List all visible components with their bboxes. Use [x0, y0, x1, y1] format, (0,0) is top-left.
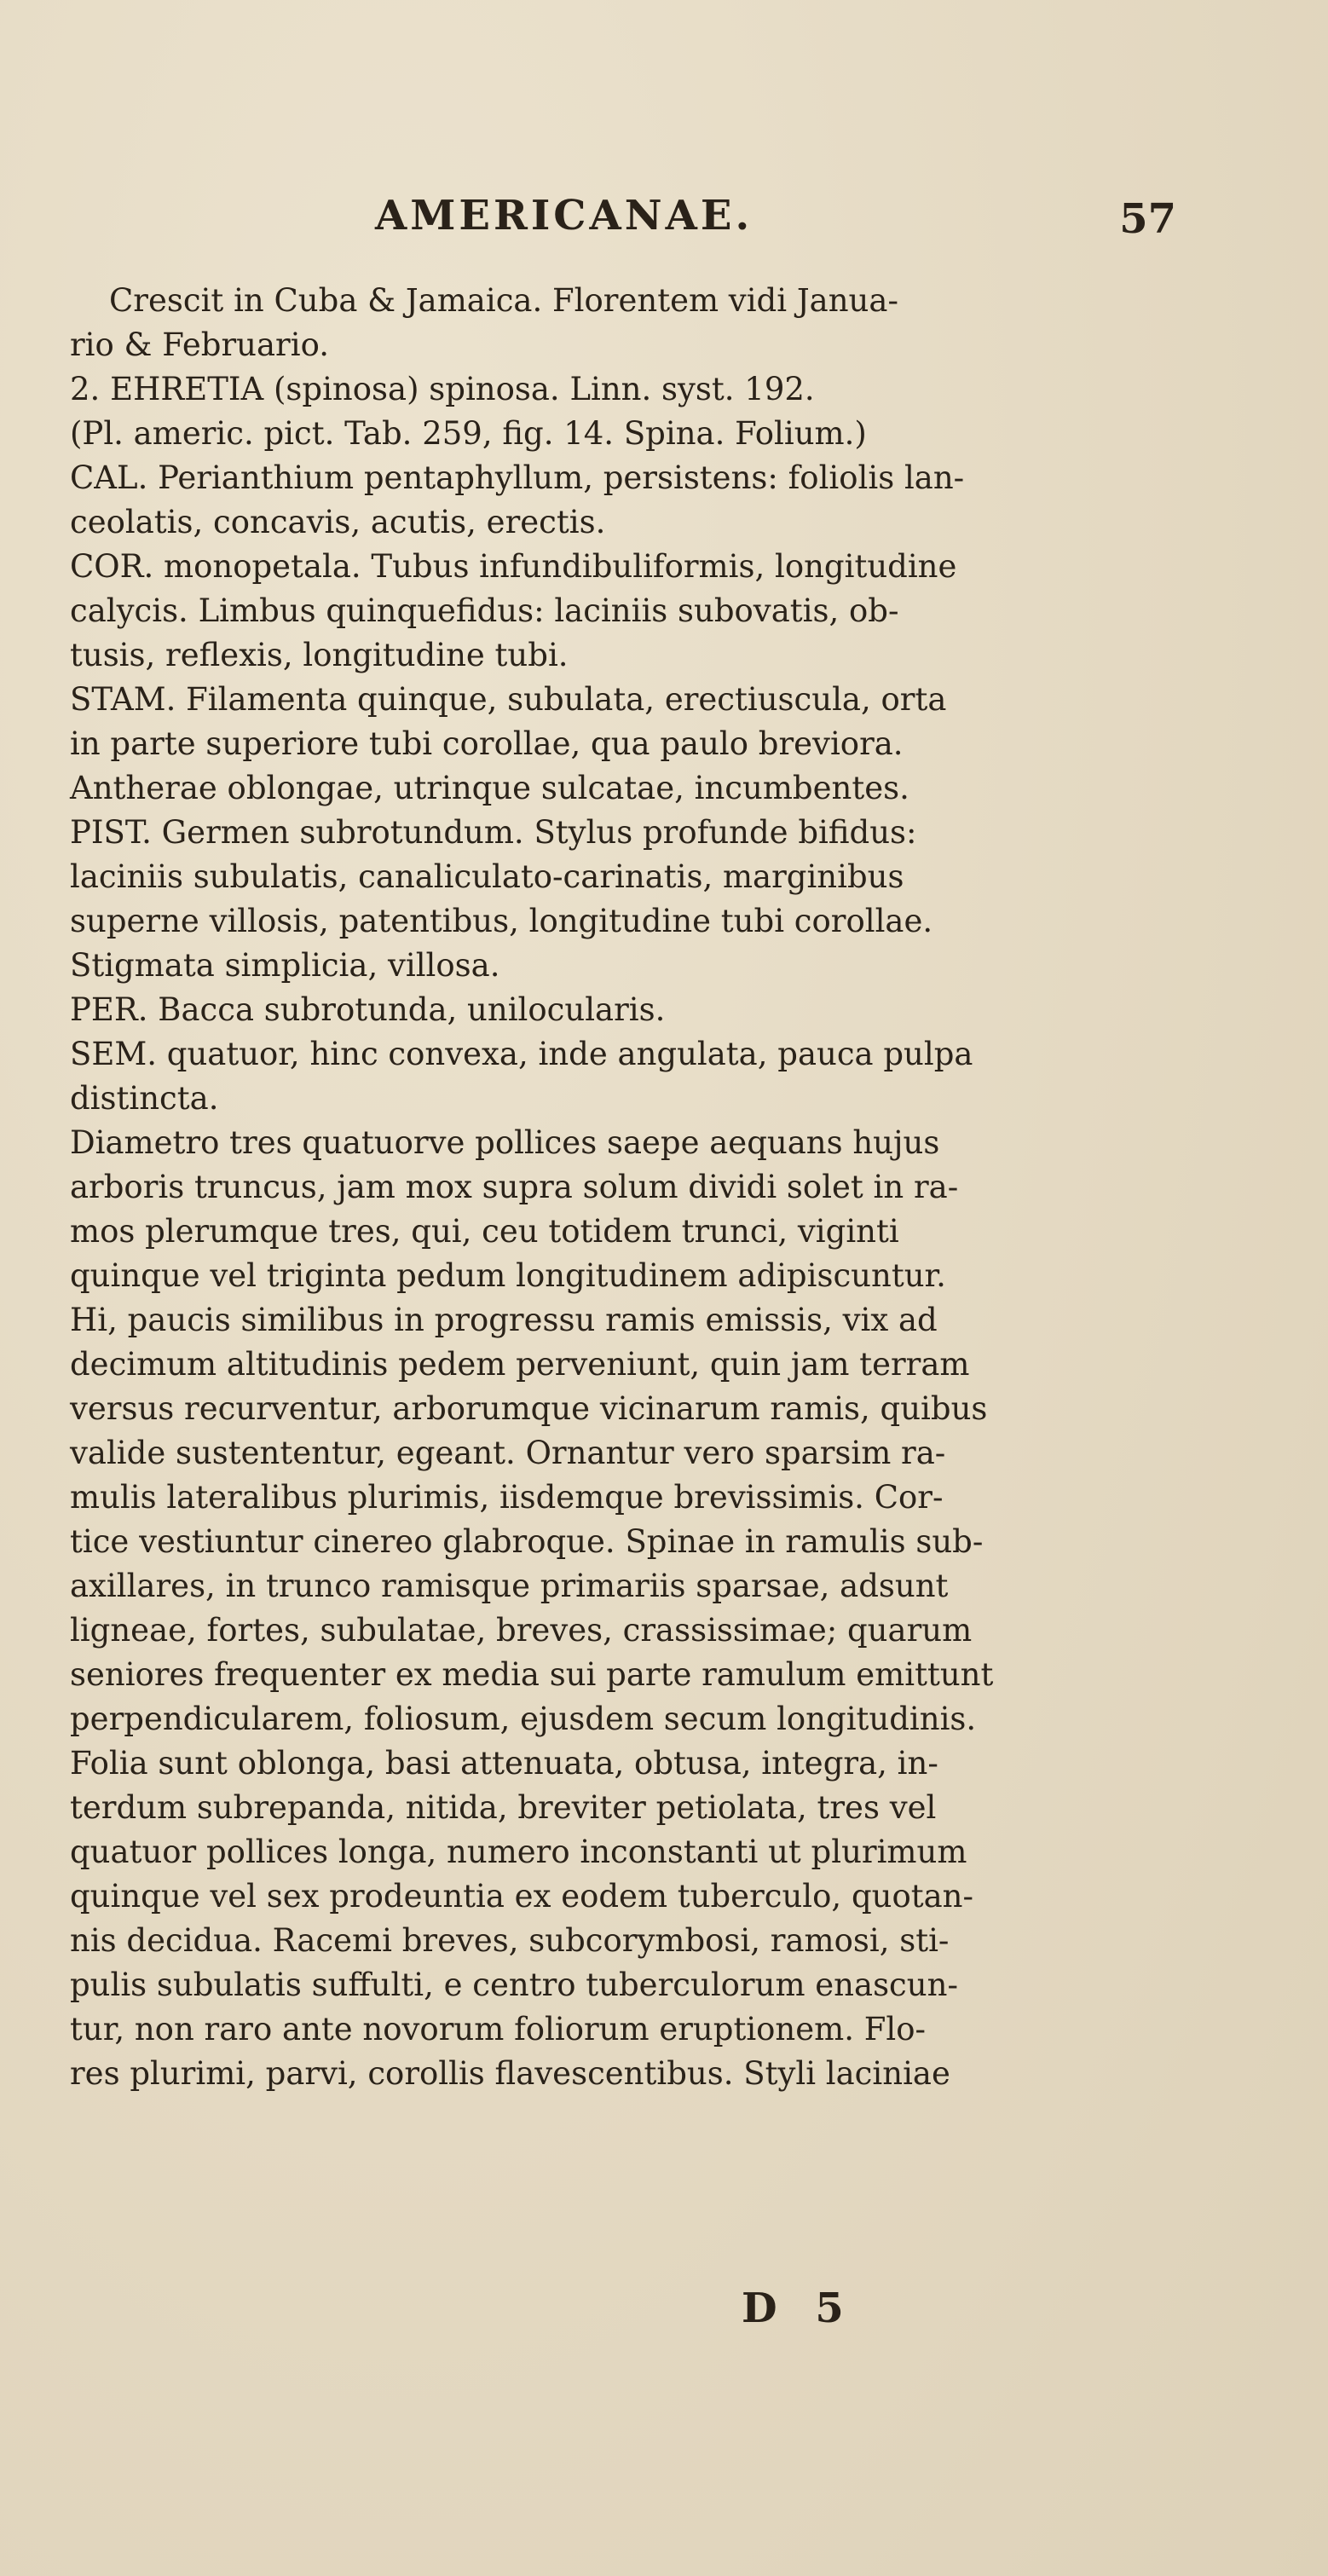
text-line: quatuor pollices longa, numero inconstanti ut plurimum: [70, 1834, 967, 1870]
text-line: seniores frequenter ex media sui parte ramulum emittunt: [70, 1656, 994, 1693]
text-line: arboris truncus, jam mox supra solum dividi solet in ra-: [70, 1169, 959, 1205]
text-line: SEM. quatuor, hinc convexa, inde angulata, pauca pulpa: [70, 1036, 973, 1072]
text-line: mulis lateralibus plurimis, iisdemque brevissimis. Cor-: [70, 1479, 944, 1516]
text-line: Antherae oblongae, utrinque sulcatae, incumbentes.: [70, 770, 909, 806]
text-line: laciniis subulatis, canaliculato-carinatis, marginibus: [70, 858, 904, 895]
text-line: CAL. Perianthium pentaphyllum, persistens: foliolis lan-: [70, 459, 965, 496]
text-line: perpendicularem, foliosum, ejusdem secum longitudinis.: [70, 1701, 977, 1737]
text-line: tur, non raro ante novorum foliorum eruptionem. Flo-: [70, 2011, 927, 2048]
text-line: pulis subulatis suffulti, e centro tuberculorum enascun-: [70, 1967, 958, 2003]
text-line: terdum subrepanda, nitida, breviter petiolata, tres vel: [70, 1789, 937, 1826]
text-line: rio & Februario.: [70, 326, 329, 363]
running-title: AMERICANAE.: [375, 192, 753, 240]
text-line: res plurimi, parvi, corollis flavescentibus. Styli laciniae: [70, 2055, 950, 2092]
text-line: valide sustententur, egeant. Ornantur vero sparsim ra-: [70, 1435, 946, 1471]
text-line: STAM. Filamenta quinque, subulata, erectiuscula, orta: [70, 681, 947, 718]
text-line: Stigmata simplicia, villosa.: [70, 947, 500, 984]
page-number: 57: [1119, 195, 1176, 243]
text-line: tusis, reflexis, longitudine tubi.: [70, 637, 569, 673]
text-line: Hi, paucis similibus in progressu ramis emissis, vix ad: [70, 1302, 938, 1338]
text-line: quinque vel sex prodeuntia ex eodem tuberculo, quotan-: [70, 1878, 973, 1915]
text-line: versus recurventur, arborumque vicinarum ramis, quibus: [70, 1390, 988, 1427]
text-line: Folia sunt oblonga, basi attenuata, obtusa, integra, in-: [70, 1745, 938, 1782]
text-line: PER. Bacca subrotunda, unilocularis.: [70, 991, 666, 1028]
text-line: decimum altitudinis pedem perveniunt, quin jam terram: [70, 1346, 970, 1383]
text-line: ceolatis, concavis, acutis, erectis.: [70, 504, 606, 540]
text-line: (Pl. americ. pict. Tab. 259, fig. 14. Spina. Folium.): [70, 415, 867, 452]
text-line: Crescit in Cuba & Jamaica. Florentem vidi Janua-: [109, 282, 898, 319]
text-line: COR. monopetala. Tubus infundibuliformis, longitudine: [70, 548, 957, 585]
text-line: axillares, in trunco ramisque primariis sparsae, adsunt: [70, 1568, 949, 1604]
text-line: Diametro tres quatuorve pollices saepe aequans hujus: [70, 1124, 940, 1161]
text-line: superne villosis, patentibus, longitudine tubi corollae.: [70, 903, 933, 939]
text-line: 2. EHRETIA (spinosa) spinosa. Linn. syst. 192.: [70, 371, 815, 407]
signature-mark: D 5: [742, 2284, 856, 2332]
text-line: in parte superiore tubi corollae, qua paulo breviora.: [70, 725, 904, 762]
text-line: tice vestiuntur cinereo glabroque. Spinae in ramulis sub-: [70, 1523, 984, 1560]
text-line: mos plerumque tres, qui, ceu totidem trunci, viginti: [70, 1213, 899, 1250]
text-line: PIST. Germen subrotundum. Stylus profunde bifidus:: [70, 814, 917, 851]
text-line: distincta.: [70, 1080, 219, 1117]
text-line: calycis. Limbus quinquefidus: laciniis subovatis, ob-: [70, 592, 899, 629]
text-line: quinque vel triginta pedum longitudinem adipiscuntur.: [70, 1257, 946, 1294]
text-line: nis decidua. Racemi breves, subcorymbosi, ramosi, sti-: [70, 1922, 950, 1959]
text-line: ligneae, fortes, subulatae, breves, crassissimae; quarum: [70, 1612, 973, 1649]
